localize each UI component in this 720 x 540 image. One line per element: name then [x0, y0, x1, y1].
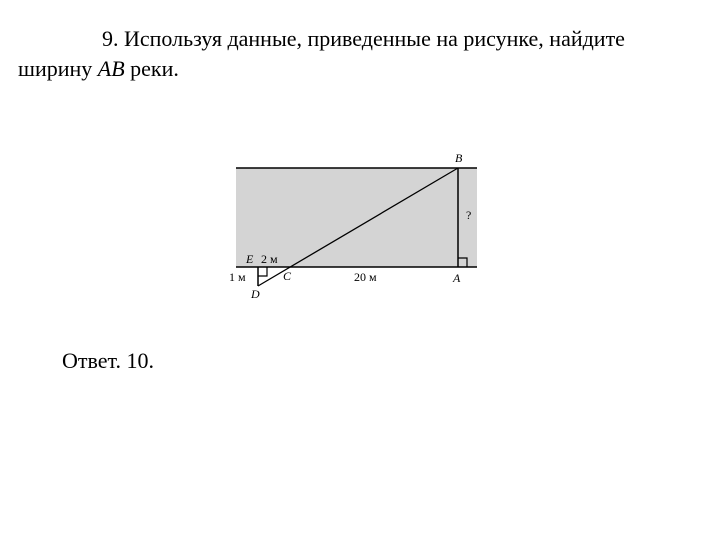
segment-name: AB — [97, 56, 125, 81]
label-ca-length: 20 м — [354, 270, 377, 284]
label-c: C — [283, 269, 292, 283]
problem-number: 9. — [102, 26, 119, 51]
label-ed-length: 1 м — [229, 270, 246, 284]
problem-text-prefix: ширину — [18, 56, 93, 81]
problem-text-line1: Используя данные, приведенные на рисунке, найдите — [124, 26, 625, 51]
label-a: A — [453, 271, 461, 285]
label-e: E — [246, 252, 254, 266]
label-b: B — [455, 151, 463, 165]
label-question: ? — [466, 208, 472, 222]
label-d: D — [251, 287, 260, 301]
answer-text: Ответ. 10. — [62, 348, 154, 373]
problem-text-suffix: реки. — [130, 56, 179, 81]
right-angle-mark-e — [258, 267, 267, 276]
label-ec-length: 2 м — [261, 252, 278, 266]
